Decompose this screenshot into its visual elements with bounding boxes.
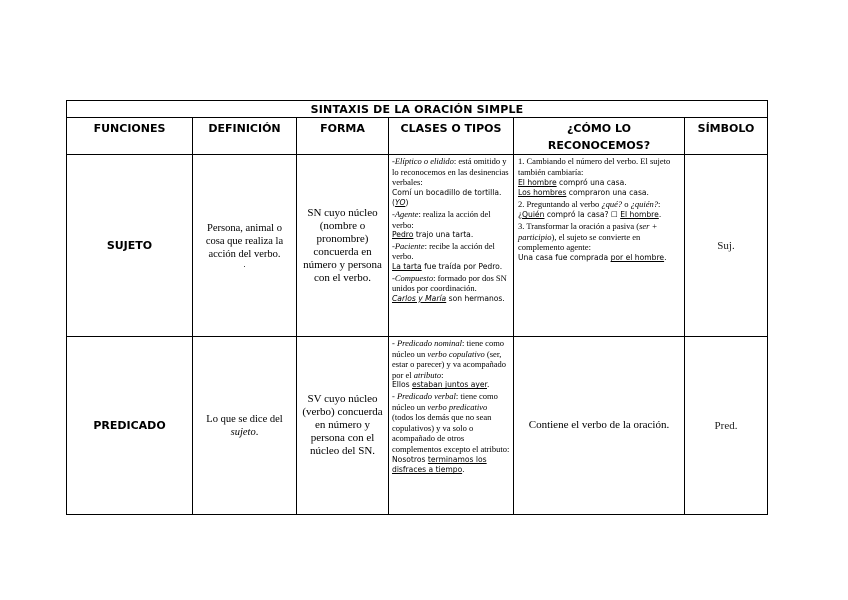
table-title: SINTAXIS DE LA ORACIÓN SIMPLE — [67, 101, 768, 118]
como-paso-3: 3. Transformar la oración a pasiva (ser + participio), el sujeto se convierte en complemento agente: — [518, 220, 658, 253]
clase-paciente-ejemplo: La tarta fue traída por Pedro. — [392, 261, 503, 271]
row-sujeto — [67, 155, 768, 337]
clase-paciente: -Paciente: recibe la acción del verbo. — [392, 240, 495, 262]
clase-nominal: - Predicado nominal: tiene como núcleo un verbo copulativo (ser, estar o parecer) y va acompañado por el atributo: — [392, 338, 506, 380]
sujeto-definicion-dot: . — [243, 260, 246, 269]
header-definicion: DEFINICIÓN — [193, 118, 297, 155]
checkbox-glyph: ☐ — [610, 209, 618, 219]
header-clases: CLASES O TIPOS — [389, 118, 514, 155]
clase-verbal: - Predicado verbal: tiene como núcleo un verbo predicativo (todos los demás que no sean copulativos) y va solo o acompañado de otros complementos excepto el atributo: — [392, 390, 510, 454]
clase-compuesto-ejemplo: Carlos y María son hermanos. — [392, 293, 505, 303]
syntax-table — [66, 100, 768, 515]
como-ejemplo-2: Los hombres compraron una casa. — [518, 188, 649, 198]
como-paso-2: 2. Preguntando al verbo ¿qué? o ¿quién?: — [518, 199, 661, 210]
clase-agente-ejemplo: Pedro trajo una tarta. — [392, 230, 474, 240]
clase-compuesto: -Compuesto: formado por dos SN unidos por coordinación. — [392, 272, 507, 294]
como-ejemplo-4: Una casa fue comprada por el hombre. — [518, 253, 667, 263]
header-como-line1: ¿CÓMO LO — [567, 122, 631, 135]
predicado-definicion: Lo que se dice del sujeto. — [193, 337, 297, 515]
sujeto-forma: SN cuyo núcleo (nombre o pronombre) concuerda en número y persona con el verbo. — [297, 155, 389, 337]
clase-eliptico: -Elíptico o elidido: está omitido y lo reconocemos en las desinencias verbales: — [392, 156, 509, 188]
como-ejemplo-3: ¿Quién compró la casa? ☐ El hombre. — [518, 209, 662, 219]
clase-nominal-ejemplo: Ellos estaban juntos ayer. — [392, 380, 490, 390]
como-paso-1: 1. Cambiando el número del verbo. El sujeto también cambiaría: — [518, 156, 671, 177]
como-ejemplo-1: El hombre compró una casa. — [518, 177, 627, 187]
header-como — [514, 118, 685, 155]
sujeto-definicion-text: Persona, animal o cosa que realiza la acción del verbo. — [205, 223, 284, 260]
sujeto-simbolo: Suj. — [685, 155, 768, 337]
header-forma: FORMA — [297, 118, 389, 155]
clase-agente: -Agente: realiza la acción del verbo: — [392, 208, 491, 230]
sujeto-label: SUJETO — [67, 155, 193, 337]
clase-verbal-ejemplo: Nosotros terminamos los disfraces a tiempo. — [392, 454, 487, 475]
predicado-simbolo: Pred. — [685, 337, 768, 515]
sujeto-clases — [389, 155, 514, 337]
predicado-clases — [389, 337, 514, 515]
predicado-forma: SV cuyo núcleo (verbo) concuerda en número y persona con el núcleo del SN. — [297, 337, 389, 515]
sujeto-como — [514, 155, 685, 337]
header-funciones: FUNCIONES — [67, 118, 193, 155]
clase-eliptico-ejemplo: Comí un bocadillo de tortilla. (YO) — [392, 187, 502, 208]
header-como-line2: RECONOCEMOS? — [547, 139, 651, 152]
header-simbolo: SÍMBOLO — [685, 118, 768, 155]
row-predicado — [67, 337, 768, 515]
sujeto-definicion — [193, 155, 297, 337]
predicado-label: PREDICADO — [67, 337, 193, 515]
predicado-como: Contiene el verbo de la oración. — [514, 337, 685, 515]
